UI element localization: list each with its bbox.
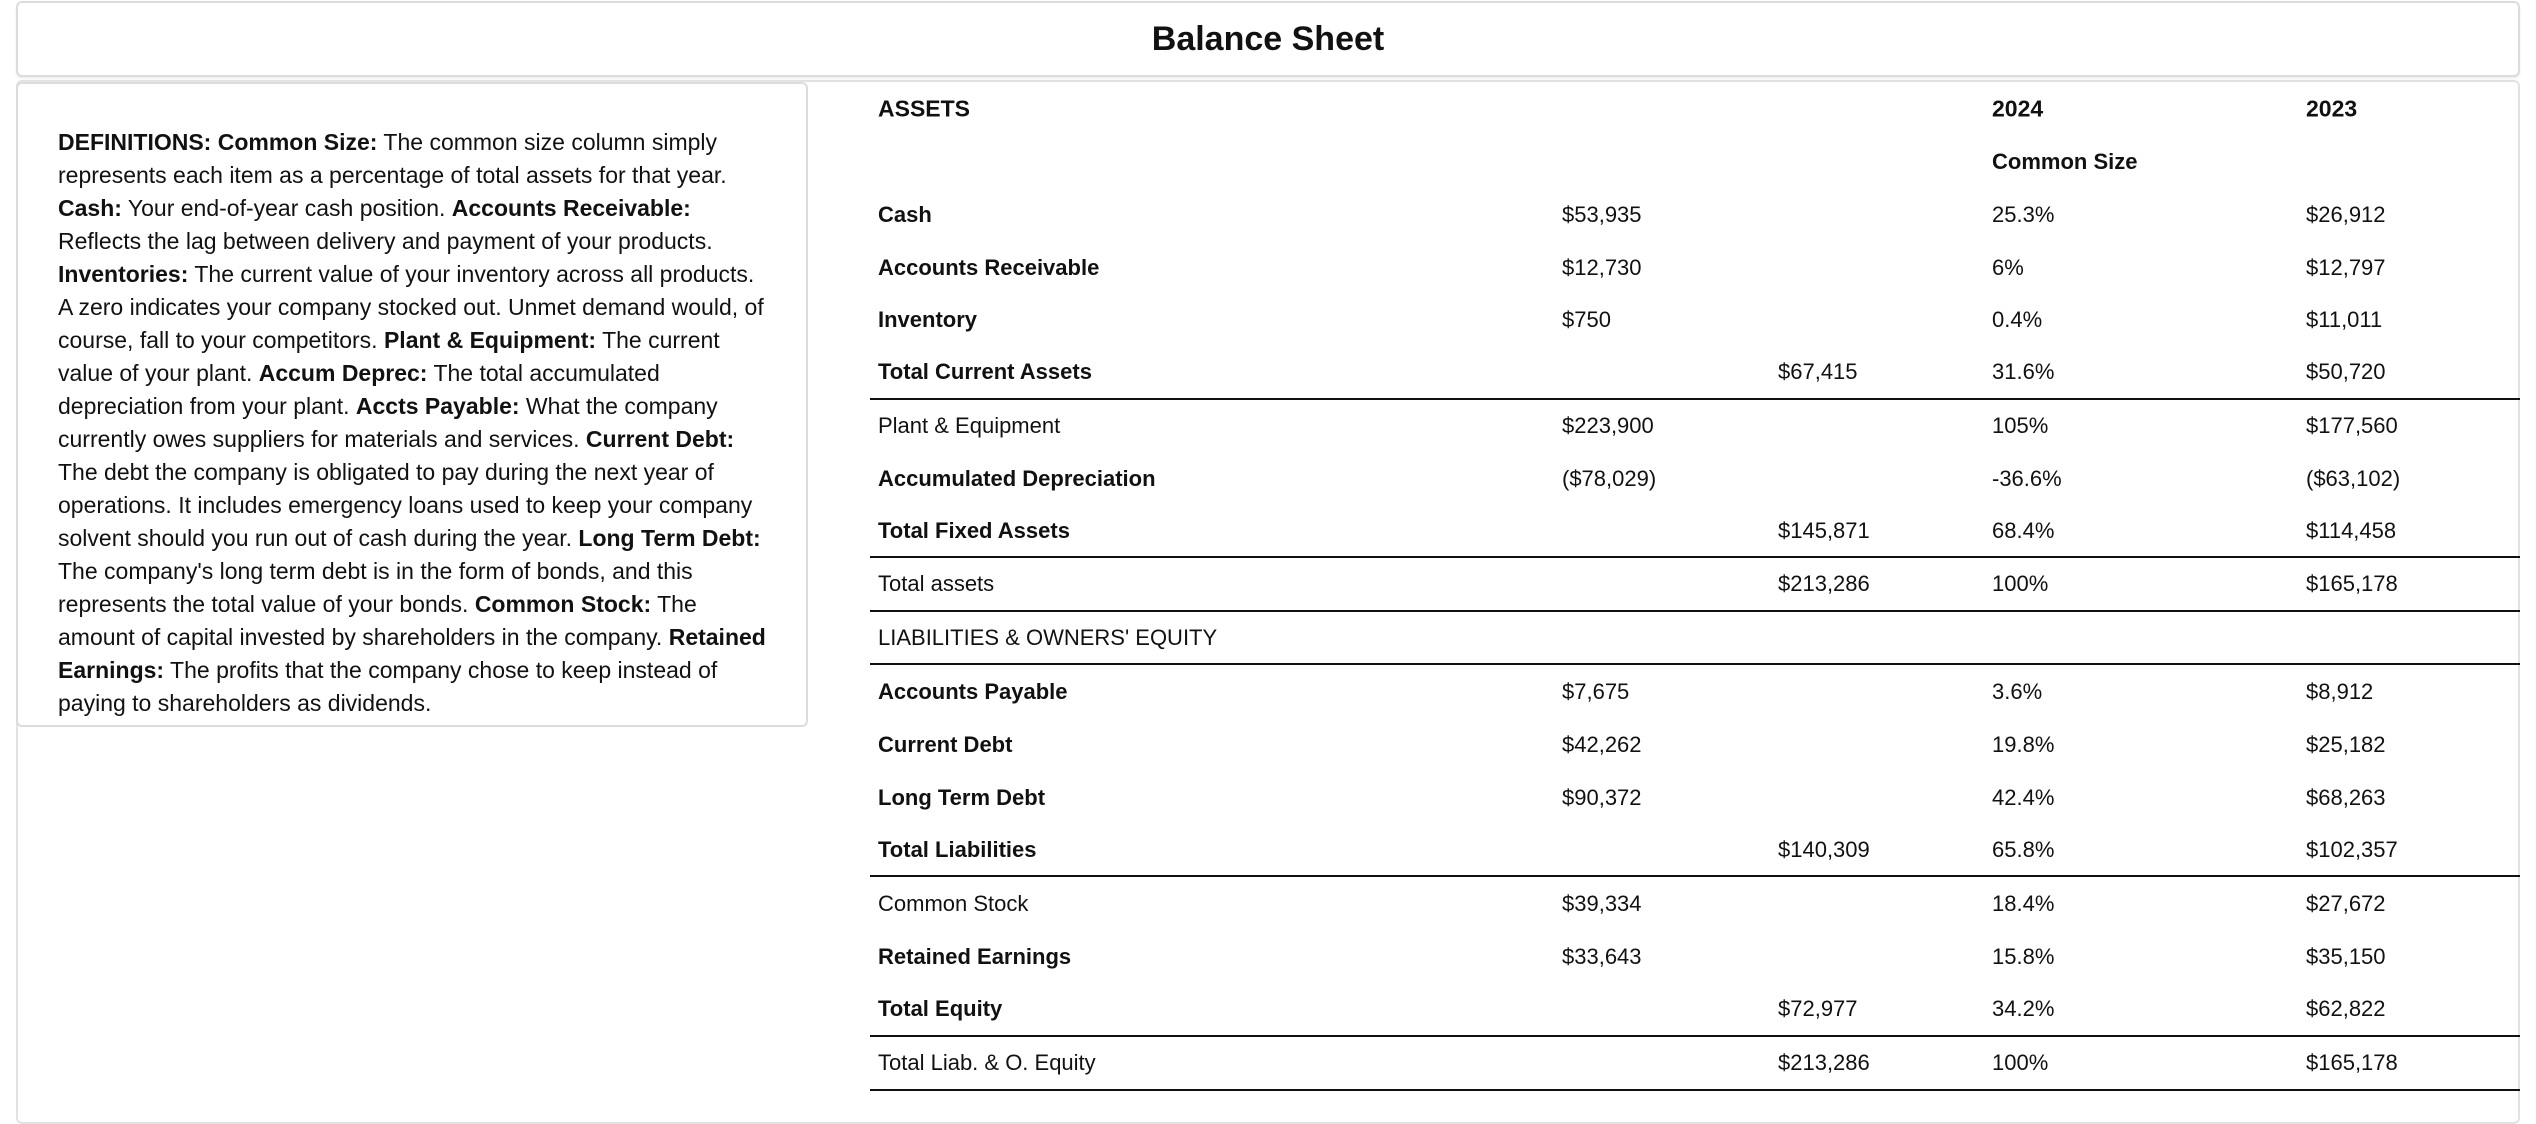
row-total: $213,286 [1778, 1050, 1870, 1075]
definition-text: Reflects the lag between delivery and payment of your products. [58, 195, 719, 254]
definition-term: Accounts Receivable: [451, 195, 691, 221]
definition-text: The company's long term debt is in the form of bonds, and this represents the total value of your bonds. [58, 525, 767, 617]
row-label: Total Liab. & O. Equity [878, 1050, 1096, 1075]
row-label: LIABILITIES & OWNERS' EQUITY [878, 624, 1218, 650]
row-2023-value: ($63,102) [2306, 465, 2401, 491]
row-2023-value: $177,560 [2306, 413, 2398, 438]
row-total: $67,415 [1778, 359, 1858, 384]
row-2023-value: $114,458 [2306, 517, 2397, 543]
table-row [870, 505, 2520, 558]
row-label: Inventory [878, 307, 978, 332]
table-row [870, 931, 2520, 983]
row-2023-value: $26,912 [2306, 201, 2386, 227]
definition-term: Plant & Equipment: [383, 327, 597, 353]
definition-term: Long Term Debt: [578, 525, 761, 551]
row-common-size: 65.8% [1992, 836, 2055, 862]
definition-text: The current value of your inventory across all products. A zero indicates your company stocked out. Unmet demand would, of course, fall to your competitors. [58, 261, 771, 353]
year-2024-heading: 2024 [1992, 95, 2044, 121]
header-row [870, 82, 2520, 135]
row-common-size: -36.6% [1992, 465, 2062, 491]
row-total: $213,286 [1778, 571, 1870, 596]
row-total: $145,871 [1778, 517, 1870, 543]
row-label: Total assets [878, 571, 995, 596]
definition-term: Accum Deprec: [258, 360, 428, 386]
row-label: Retained Earnings [878, 944, 1072, 969]
row-common-size: 105% [1992, 413, 2049, 438]
row-common-size: 31.6% [1992, 359, 2055, 384]
definition-term: Current Debt: [585, 426, 735, 452]
table-row [870, 188, 2520, 241]
table-row [870, 294, 2520, 346]
row-label: Total Equity [878, 996, 1003, 1021]
definition-text: The profits that the company chose to keep instead of paying to shareholders as dividends. [58, 657, 724, 716]
definition-text: Your end-of-year cash position. [121, 195, 452, 221]
definitions-panel [16, 82, 808, 727]
row-common-size: 19.8% [1992, 732, 2055, 757]
subheader-row [870, 135, 2520, 188]
row-2023-value: $25,182 [2306, 732, 2386, 757]
row-label: Current Debt [878, 732, 1013, 757]
definition-term: Inventories: [58, 261, 189, 287]
row-common-size: 3.6% [1992, 679, 2043, 704]
table-row [870, 1037, 2520, 1091]
table-row [870, 346, 2520, 400]
definition-text: The debt the company is obligated to pay during the next year of operations. It includes emergency loans used to keep your company solvent should you run out of cash during the year. [58, 426, 759, 551]
row-common-size: 68.4% [1992, 517, 2055, 543]
table-row [870, 558, 2520, 612]
row-2023-value: $165,178 [2306, 571, 2398, 596]
row-total: $140,309 [1778, 836, 1870, 862]
row-common-size: 25.3% [1992, 201, 2055, 227]
assets-heading: ASSETS [878, 95, 971, 121]
page-title: Balance Sheet [1151, 19, 1385, 58]
table-row [870, 241, 2520, 294]
table-row [870, 612, 2520, 665]
row-common-size: 15.8% [1992, 944, 2055, 969]
row-total: $72,977 [1778, 996, 1858, 1021]
row-common-size: 18.4% [1992, 891, 2055, 916]
common-size-heading: Common Size [1992, 148, 2138, 174]
table-row [870, 983, 2520, 1037]
definition-term: DEFINITIONS: Common Size: [58, 129, 378, 155]
table-row [870, 400, 2520, 452]
balance-sheet-table [870, 82, 2520, 1091]
definition-text: The total accumulated depreciation from your plant. [58, 360, 667, 419]
row-common-size: 0.4% [1992, 307, 2043, 332]
table-row [870, 824, 2520, 877]
row-common-size: 6% [1992, 254, 2024, 280]
definition-text: The amount of capital invested by shareholders in the company. [58, 591, 704, 650]
row-label: Total Liabilities [878, 836, 1037, 862]
row-amount: ($78,029) [1562, 465, 1657, 491]
row-2023-value: $35,150 [2306, 944, 2386, 969]
row-label: Common Stock [878, 891, 1029, 916]
row-label: Long Term Debt [878, 784, 1046, 810]
row-2023-value: $8,912 [2306, 679, 2374, 704]
row-2023-value: $12,797 [2306, 254, 2386, 280]
row-2023-value: $50,720 [2306, 359, 2386, 384]
row-label: Accumulated Depreciation [878, 465, 1156, 491]
row-amount: $53,935 [1562, 201, 1642, 227]
definition-term: Cash: [58, 195, 122, 221]
row-common-size: 42.4% [1992, 784, 2055, 810]
definition-term: Retained Earnings: [58, 624, 766, 683]
row-amount: $39,334 [1562, 891, 1642, 916]
row-common-size: 100% [1992, 1050, 2049, 1075]
table-row [870, 665, 2520, 719]
table-row [870, 877, 2520, 931]
row-2023-value: $165,178 [2306, 1050, 2398, 1075]
row-label: Plant & Equipment [878, 413, 1061, 438]
row-amount: $750 [1562, 307, 1611, 332]
row-2023-value: $68,263 [2306, 784, 2386, 810]
row-2023-value: $11,011 [2306, 307, 2383, 332]
definition-text: The current value of your plant. [58, 327, 727, 386]
table-row [870, 452, 2520, 505]
row-label: Accounts Receivable [878, 254, 1100, 280]
definition-text: What the company currently owes suppliers for materials and services. [58, 393, 725, 452]
table-row [870, 719, 2520, 771]
row-amount: $90,372 [1562, 784, 1642, 810]
row-2023-value: $62,822 [2306, 996, 2386, 1021]
row-amount: $7,675 [1562, 679, 1630, 704]
row-label: Total Current Assets [878, 359, 1092, 384]
definition-term: Common Stock: [474, 591, 652, 617]
row-amount: $223,900 [1562, 413, 1654, 438]
row-label: Total Fixed Assets [878, 517, 1070, 543]
title-bar [16, 1, 2520, 77]
definition-text: The common size column simply represents each item as a percentage of total assets for that year. [58, 129, 734, 188]
row-label: Cash [878, 201, 932, 227]
row-amount: $42,262 [1562, 732, 1642, 757]
row-amount: $12,730 [1562, 254, 1642, 280]
table-row [870, 771, 2520, 824]
table-body [870, 188, 2520, 1091]
row-common-size: 100% [1992, 571, 2049, 596]
row-2023-value: $27,672 [2306, 891, 2386, 916]
row-2023-value: $102,357 [2306, 836, 2398, 862]
year-2023-heading: 2023 [2306, 95, 2358, 121]
definitions-text [58, 126, 771, 720]
definition-term: Accts Payable: [355, 393, 520, 419]
row-amount: $33,643 [1562, 944, 1642, 969]
row-common-size: 34.2% [1992, 996, 2055, 1021]
row-label: Accounts Payable [878, 679, 1068, 704]
